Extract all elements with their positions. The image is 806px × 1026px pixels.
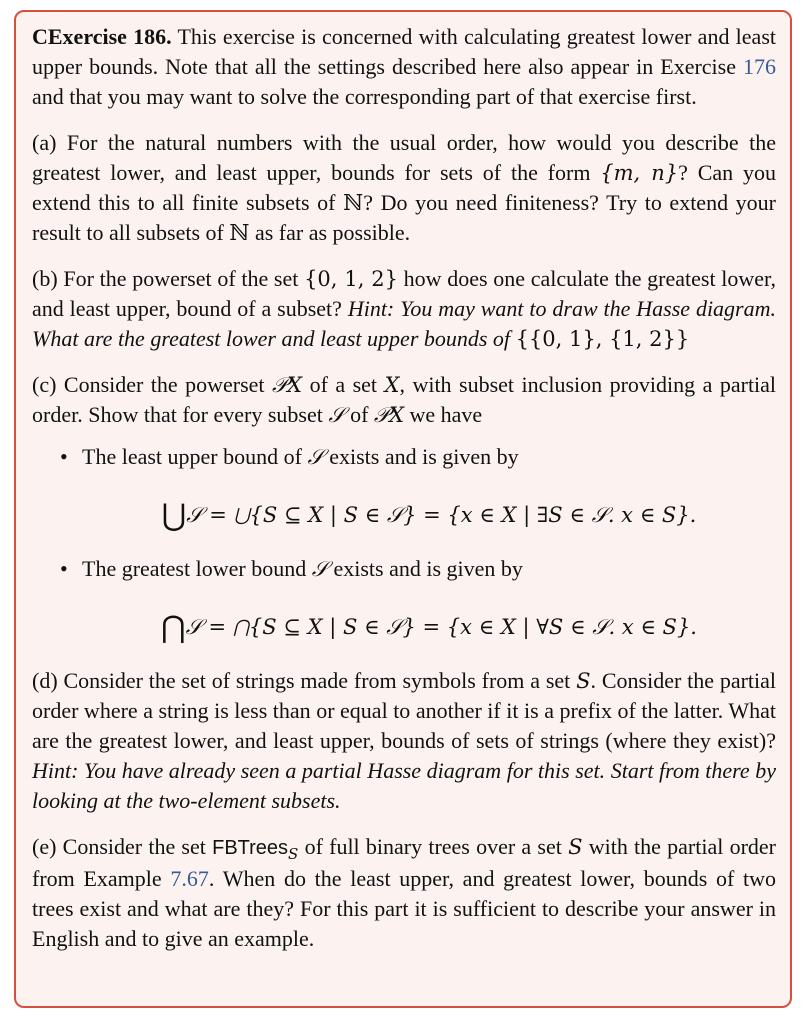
- intro-text-1: This exercise is concerned with calculating greatest lower and least upper bounds. Note that all the settings described here also appear in Exercise: [32, 24, 776, 79]
- part-a: [32, 128, 776, 248]
- part-b-label: (b): [32, 266, 58, 291]
- part-e-fbtrees: FBTrees: [212, 837, 289, 859]
- part-a-math-set: {m, n}: [600, 161, 679, 185]
- display-intersection-eq: 𝒮 = ⋂{S ⊆ X | S ∈ 𝒮} = {x ∈ X | ∀S ∈ 𝒮. x ∈ S}.: [185, 615, 697, 639]
- part-d-hint: Hint: You have already seen a partial Hasse diagram for this set. Start from there by looking at the two-element subsets.: [32, 758, 776, 813]
- part-c-math-x: X: [384, 373, 400, 397]
- part-e-math-s: S: [568, 835, 583, 859]
- part-b-text-1: For the powerset of the set: [63, 266, 299, 291]
- part-c-text-5: we have: [409, 402, 483, 427]
- part-e-text-3: with the partial order from Example: [32, 834, 777, 891]
- part-d-text-2: . Consider the partial order where a string is less than or equal to another if it is a prefix of the latter. What are the greatest lower, and least upper, bounds of sets of strings (where they exist)?: [32, 668, 777, 753]
- bullet-dot-icon: •: [60, 444, 68, 469]
- bullet-glb-text-b: exists and is given by: [333, 556, 523, 581]
- part-c-text-3: , with subset inclusion providing a partial order. Show that for every subset: [32, 372, 777, 427]
- bullet-lub-text: The least upper bound of: [82, 444, 302, 469]
- exercise-heading: CExercise 186.: [32, 24, 172, 49]
- part-c-bullets: [32, 442, 776, 645]
- display-union-eq: 𝒮 = ⋃{S ⊆ X | S ∈ 𝒮} = {x ∈ X | ∃S ∈ 𝒮. x ∈ S}.: [186, 503, 697, 527]
- bullet-glb: [32, 554, 776, 645]
- bullet-glb-math-s: 𝒮: [311, 557, 328, 581]
- part-c-text-1: Consider the powerset: [63, 372, 265, 397]
- part-b: [32, 264, 776, 354]
- part-d-text-1: Consider the set of strings made from symbols from a set: [63, 668, 571, 693]
- part-b-text-2: how does one calculate the greatest lower, and least upper, bound of a subset?: [32, 266, 776, 321]
- part-b-hint-math: {{0, 1}, {1, 2}}: [515, 327, 690, 351]
- example-7-67-link[interactable]: 7.67: [170, 866, 209, 891]
- bullet-glb-text: The greatest lower bound: [82, 556, 307, 581]
- part-a-label: (a): [32, 130, 57, 155]
- part-c-math-px: 𝒫X: [272, 373, 303, 397]
- part-c-text-2: of a set: [309, 372, 378, 397]
- part-c-text-4: of: [350, 402, 369, 427]
- bullet-lub: [32, 442, 776, 533]
- bullet-lub-math-s: 𝒮: [307, 445, 324, 469]
- intro-text-2: and that you may want to solve the corresponding part of that exercise first.: [32, 84, 697, 109]
- part-e: [32, 832, 776, 954]
- part-c-math-s: 𝒮: [328, 403, 345, 427]
- part-d-math-s: S: [576, 669, 591, 693]
- part-e-text-4: . When do the least upper, and greatest lower, bounds of two trees exist and what are they? For this part it is sufficient to describe your answer in English and to give an example.: [32, 866, 776, 951]
- part-b-hint: Hint: You may want to draw the Hasse diagram. What are the greatest lower and least upper bounds of: [32, 296, 777, 351]
- part-a-text-1: For the natural numbers with the usual order, how would you describe the greatest lower, and least upper, bounds for sets of the form: [32, 130, 777, 185]
- bullet-dot-icon: •: [60, 556, 68, 581]
- part-a-text-2: ? Can you extend this to all finite subsets of ℕ? Do you need finiteness? Try to extend your result to all subsets of ℕ as far as possible.: [32, 160, 777, 245]
- display-intersection: [82, 610, 776, 645]
- part-d: [32, 666, 776, 816]
- part-e-text-1: Consider the set: [62, 834, 206, 859]
- big-union-op: ⋃: [161, 498, 187, 533]
- display-union: [82, 498, 776, 533]
- part-d-label: (d): [32, 668, 58, 693]
- exercise-intro: [32, 22, 776, 112]
- part-b-math-set: {0, 1, 2}: [304, 267, 398, 291]
- bullet-lub-text-b: exists and is given by: [329, 444, 519, 469]
- part-c: [32, 370, 777, 645]
- part-c-math-px-2: 𝒫X: [373, 403, 405, 427]
- part-c-intro: [32, 370, 776, 430]
- big-intersection-op: ⋂: [161, 610, 186, 645]
- part-c-label: (c): [32, 372, 57, 397]
- part-e-label: (e): [32, 834, 57, 859]
- part-e-text-2: of full binary trees over a set: [304, 834, 562, 859]
- exercise-176-link[interactable]: 176: [743, 54, 776, 79]
- part-e-fbtrees-sub: S: [288, 845, 299, 863]
- exercise-content: [32, 22, 776, 954]
